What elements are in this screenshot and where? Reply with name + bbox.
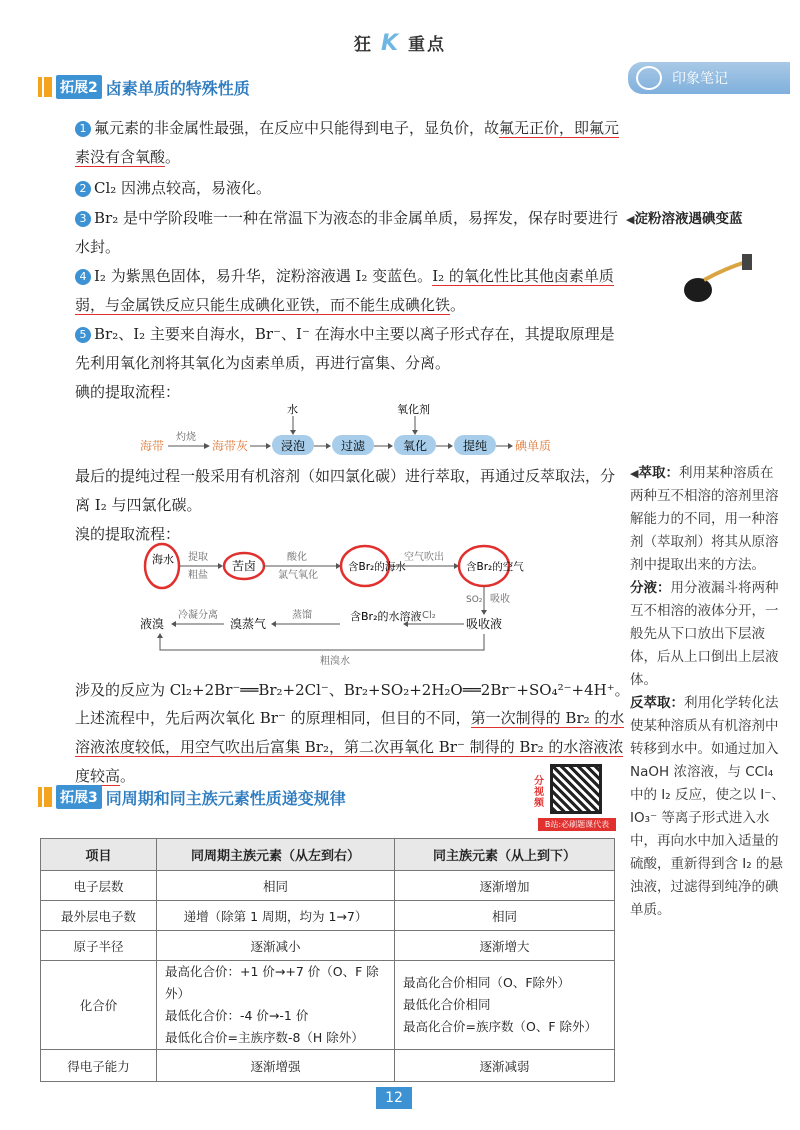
item-3: 3 Br₂ 是中学阶段唯一一种在常温下为液态的非金属单质，易挥发，保存时要进行水封。	[75, 209, 618, 256]
table-row: 化合价 最高化合价：+1 价→+7 价（O、F 除外） 最低化合价：-4 价→-1 价 最低化合价=主族序数-8（H 除外） 最高化合价相同（O、F除外） 最低化合价相同 最高化合价=族序数（O、F 除外）	[41, 961, 615, 1050]
note-icon	[636, 66, 662, 90]
svg-text:吸收: 吸收	[490, 594, 510, 605]
video-qr-code[interactable]: 分视频 B站:必刷题课代表	[534, 762, 616, 832]
item-2: 2 Cl₂ 因沸点较高，易液化。	[75, 174, 620, 203]
svg-text:液溴: 液溴	[140, 617, 165, 631]
svg-text:氧化: 氧化	[403, 439, 428, 453]
svg-text:过滤: 过滤	[341, 439, 366, 453]
section-3-title: 拓展3 同周期和同主族元素性质递变规律	[38, 786, 346, 808]
side-notes	[630, 462, 786, 922]
svg-text:Cl₂: Cl₂	[422, 610, 436, 621]
bromine-label: 溴的提取流程：	[75, 525, 181, 543]
svg-text:含Br₂的空气: 含Br₂的空气	[466, 561, 524, 573]
section-2-title: 拓展2 卤素单质的特殊性质	[38, 76, 250, 98]
item-4: 4 I₂ 为紫黑色固体，易升华，淀粉溶液遇 I₂ 变蓝色。I₂ 的氧化性比其他卤素单质弱，与金属铁反应只能生成碘化亚铁，而不能生成碘化铁。	[75, 267, 614, 314]
table-row: 得电子能力 逐渐增强 逐渐减弱	[41, 1050, 615, 1082]
svg-text:氯气氧化: 氯气氧化	[278, 570, 318, 581]
bromine-flow-diagram	[140, 540, 600, 672]
note-tab: 印象笔记	[628, 62, 790, 94]
svg-text:粗盐: 粗盐	[188, 570, 208, 581]
svg-text:酸化: 酸化	[287, 552, 307, 563]
qr-icon	[550, 764, 602, 814]
page-number: 12	[376, 1087, 412, 1109]
svg-text:浸泡: 浸泡	[281, 439, 306, 453]
svg-text:氧化剂: 氧化剂	[397, 403, 430, 416]
svg-text:灼烧: 灼烧	[176, 432, 196, 443]
item-5: 5 Br₂、I₂ 主要来自海水，Br⁻、I⁻ 在海水中主要以离子形式存在，其提取原理是先利用氧化剂将其氧化为卤素单质，再进行富集、分离。	[75, 325, 615, 372]
svg-text:含Br₂的海水: 含Br₂的海水	[348, 561, 406, 573]
page-header: 狂 K 重点	[354, 31, 446, 56]
side-note-separation: 分液：用分液漏斗将两种互不相溶的液体分开，一般先从下口放出下层液体，后从上口倒出上层液体。	[630, 580, 779, 688]
table-row: 最外层电子数 递增（除第 1 周期，均为 1→7） 相同	[41, 901, 615, 931]
item-1: 1 氟元素的非金属性最强，在反应中只能得到电子，显负价，故氟无正价，即氟元素没有含氧酸。	[75, 119, 620, 166]
svg-text:水: 水	[287, 403, 298, 416]
svg-text:海水: 海水	[152, 553, 174, 566]
svg-text:吸收液: 吸收液	[466, 617, 503, 631]
starch-test-image	[676, 248, 786, 308]
table-row: 电子层数 相同 逐渐增加	[41, 871, 615, 901]
side-note-extraction: ◀萃取：利用某种溶质在两种互不相溶的溶剂里溶解能力的不同，用一种溶剂（萃取剂）将其从原溶剂中提取出来的方法。	[630, 465, 779, 573]
table-row: 原子半径 逐渐减小 逐渐增大	[41, 931, 615, 961]
svg-text:冷凝分离: 冷凝分离	[178, 610, 218, 621]
svg-text:溴蒸气: 溴蒸气	[230, 617, 267, 631]
side-note-starch: ◀淀粉溶液遇碘变蓝	[626, 211, 743, 227]
svg-text:蒸馏: 蒸馏	[292, 610, 312, 621]
svg-text:提取: 提取	[188, 552, 208, 563]
summary-paragraph: 上述流程中，先后两次氧化 Br⁻ 的原理相同，但目的不同，第一次制得的 Br₂ 的水溶液浓度较低，用空气吹出后富集 Br₂，第二次再氧化 Br⁻ 制得的 Br₂ 的水溶液浓度较高。	[75, 709, 625, 785]
svg-text:碘单质: 碘单质	[515, 439, 552, 453]
svg-text:SO₂: SO₂	[466, 595, 483, 605]
svg-text:提纯: 提纯	[463, 439, 488, 453]
periodic-trends-table: 项目 同周期主族元素（从左到右） 同主族元素（从上到下） 电子层数 相同 逐渐增加 最外层电子数 递增（除第 1 周期，均为 1→7） 相同 原子半径 逐渐减小 逐渐增大 化合价 最高化合价：+1 价→+7 价（O、F 除外） 最低化合价：-4 价→-1 价 最低化合价=主族序数-8（H 除外） 最高化合价相同（O、F除外） 最低化合价相同 最高化合价=族序数（O、F 除外） 得电子能力 逐渐增强 逐渐减弱	[40, 838, 615, 1082]
side-note-back-extraction: 反萃取：利用化学转化法使某种溶质从有机溶剂中转移到水中。如通过加入 NaOH 浓溶液，与 CCl₄ 中的 I₂ 反应，使之以 I⁻、IO₃⁻ 等离子形式进入水中，再向水中加入适量的硫酸，重新得到含 I₂ 的悬浊液，过滤得到纯净的碘单质。	[630, 695, 785, 918]
svg-text:苦卤: 苦卤	[232, 559, 257, 573]
iodine-flow-diagram	[130, 402, 630, 462]
svg-text:含Br₂的水溶液: 含Br₂的水溶液	[350, 610, 422, 623]
iodine-start: 海带	[140, 439, 165, 453]
svg-text:海带灰: 海带灰	[212, 439, 249, 453]
svg-text:粗溴水: 粗溴水	[320, 656, 350, 667]
svg-text:空气吹出: 空气吹出	[404, 552, 444, 563]
reaction-equations: 涉及的反应为 Cl₂+2Br⁻══Br₂+2Cl⁻、Br₂+SO₂+2H₂O══2Br⁻+SO₄²⁻+4H⁺。	[75, 681, 630, 699]
extract-paragraph: 最后的提纯过程一般采用有机溶剂（如四氯化碳）进行萃取，再通过反萃取法，分离 I₂ 与四氯化碳。	[75, 467, 616, 514]
iodine-label: 碘的提取流程：	[75, 383, 181, 401]
